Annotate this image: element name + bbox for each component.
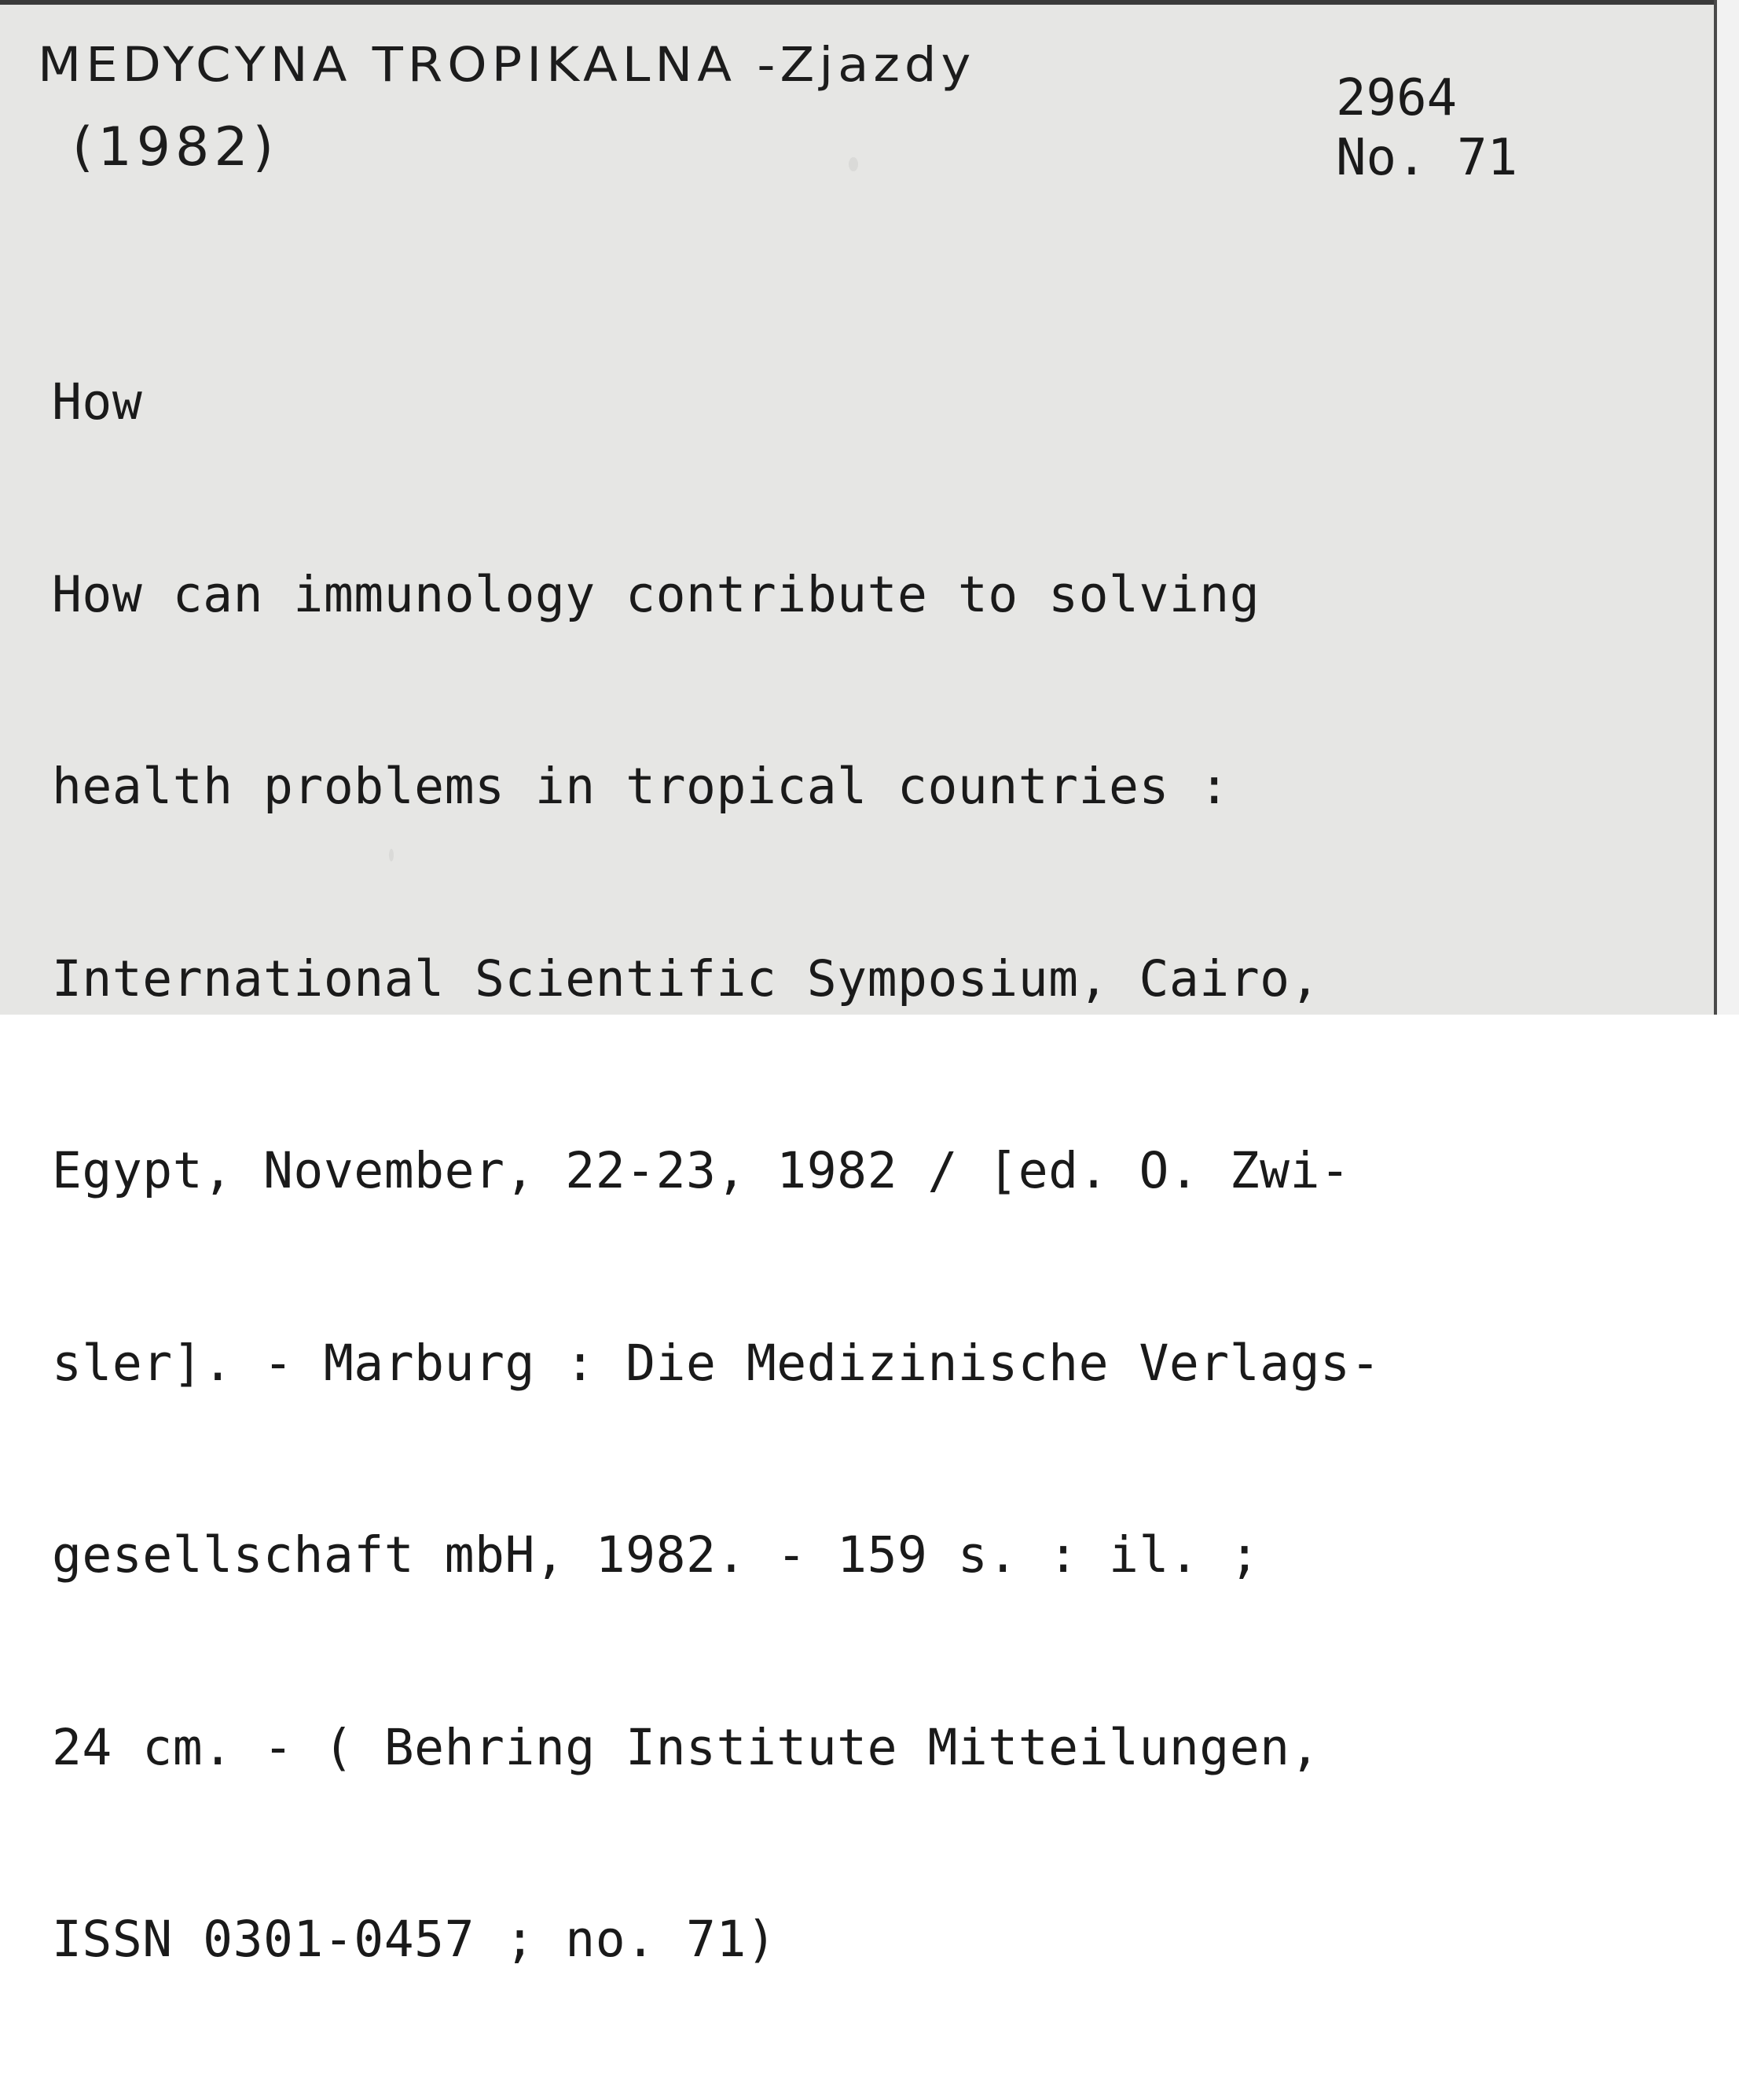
- entry-line: health problems in tropical countries :: [52, 758, 1230, 815]
- entry-line: Egypt, November, 22-23, 1982 / [ed. O. Zwi-: [52, 1142, 1351, 1199]
- entry-line: gesellschaft mbH, 1982. - 159 s. : il. ;: [52, 1526, 1260, 1584]
- entry-line: International Scientific Symposium, Cairo,: [52, 949, 1321, 1008]
- call-number: 2964: [1336, 69, 1458, 127]
- bibliographic-entry: [52, 242, 1381, 2100]
- card-right-margin: [1717, 0, 1739, 1015]
- entry-line: How: [52, 373, 143, 431]
- volume-number: No. 71: [1336, 129, 1518, 187]
- entry-line: sler]. - Marburg : Die Medizinische Verlags-: [52, 1334, 1381, 1392]
- handwritten-subject-heading: MEDYCYNA TROPIKALNA -Zjazdy: [38, 38, 976, 94]
- entry-line: ISSN 0301-0457 ; no. 71): [52, 1911, 777, 1968]
- ink-speck: [849, 157, 858, 171]
- card-top-edge: [0, 0, 1739, 5]
- handwritten-subject-year: (1982): [72, 116, 279, 178]
- entry-line: How can immunology contribute to solving: [52, 565, 1260, 623]
- entry-line: 24 cm. - ( Behring Institute Mitteilungen,: [52, 1718, 1321, 1776]
